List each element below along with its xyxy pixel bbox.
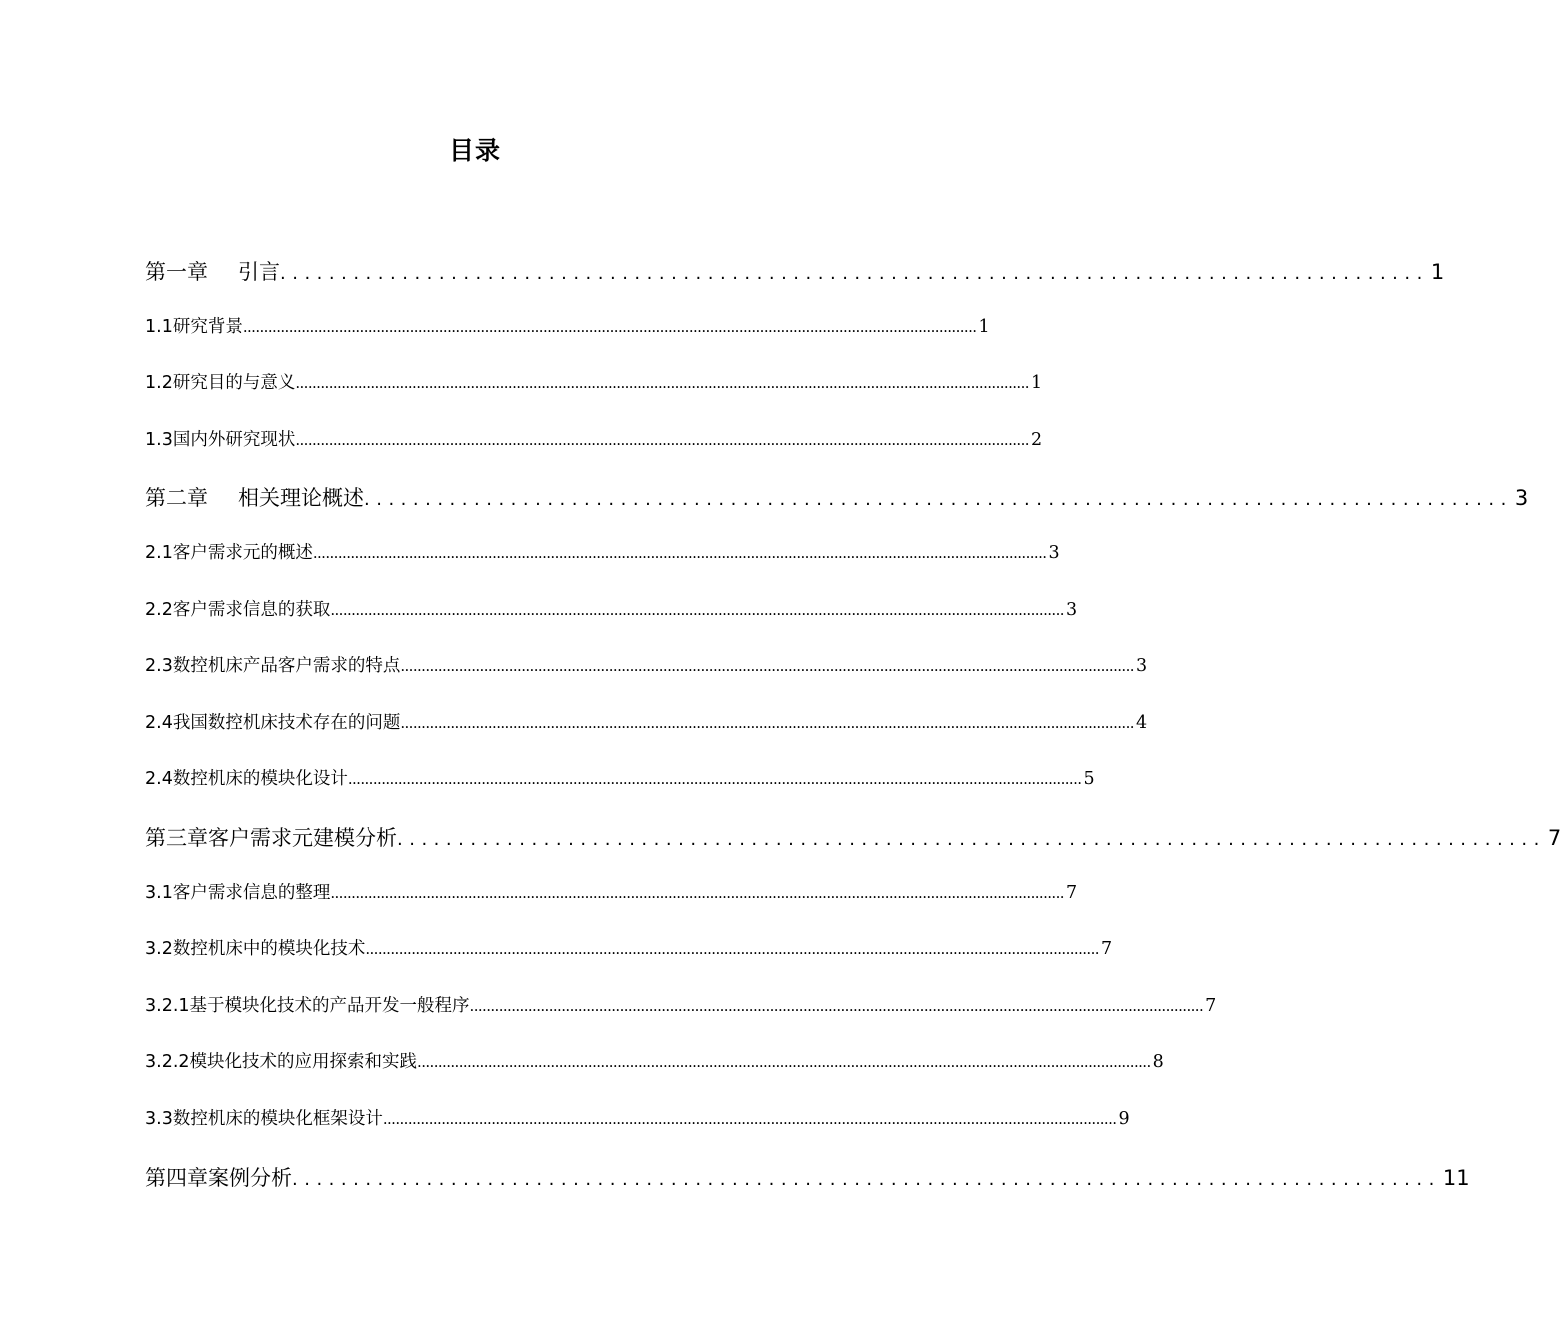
toc-leader-dots: ................................................................................................................................................................................ (400, 657, 1134, 676)
toc-entry-text: 2.2客户需求信息的获取 (145, 599, 331, 620)
toc-entry-text: 第三章客户需求元建模分析 (145, 825, 397, 850)
toc-leader-dots: ................................................................................................................................................................................ (469, 996, 1204, 1015)
toc-entry-section[interactable] (145, 976, 1217, 1033)
toc-entry-section[interactable] (145, 1032, 1164, 1089)
toc-page-number: 11 (1442, 1165, 1470, 1190)
toc-leader-dots: ................................................................................................................................................................................ (382, 1109, 1117, 1128)
toc-entry-section[interactable] (145, 353, 1043, 410)
toc-entry-chapter[interactable] (145, 240, 1445, 297)
toc-entry-text: 2.4数控机床的模块化设计 (145, 769, 348, 790)
toc-entry-text: 相关理论概述 (238, 486, 364, 511)
toc-entry-section[interactable] (145, 863, 1078, 920)
toc-leader-dots: ................................................................................................................................................................................ (365, 940, 1099, 959)
toc-entry-section[interactable] (145, 919, 1113, 976)
toc-leader-dots: ................................................................................................................................................................................ (242, 317, 977, 336)
toc-entry-text: 3.2.1基于模块化技术的产品开发一般程序 (145, 995, 470, 1016)
toc-entry-section[interactable] (145, 523, 1060, 580)
toc-entry-text: 3.1客户需求信息的整理 (145, 882, 331, 903)
toc-entry-text: 2.1客户需求元的概述 (145, 542, 313, 563)
toc-page-number: 2 (1030, 429, 1043, 450)
toc-entry-label (145, 240, 280, 286)
toc-leader-dots: .............................................................................................. (292, 1168, 1441, 1190)
toc-entry-chapter[interactable] (145, 806, 1561, 863)
toc-entry-chapter[interactable] (145, 1146, 1470, 1203)
toc-page-number: 7 (1065, 882, 1078, 903)
page-title: 目录 (448, 136, 501, 165)
toc-leader-dots: ................................................................................................................................................................................ (400, 713, 1134, 732)
toc-leader-dots: ................................................................................................................................................................................ (347, 770, 1082, 789)
toc-page-number: 8 (1152, 1052, 1164, 1073)
toc-page-number: 7 (1547, 825, 1561, 850)
toc-entry-section[interactable] (145, 297, 990, 354)
toc-leader-dots: ................................................................................................................................................................................ (295, 374, 1029, 393)
toc-entry-text: 1.1研究背景 (145, 316, 243, 337)
toc-entry-text: 1.2研究目的与意义 (145, 373, 296, 394)
toc-page-number: 7 (1100, 939, 1113, 960)
toc-entry-text: 第四章案例分析 (145, 1165, 292, 1190)
toc-leader-dots: .............................................................................................. (280, 263, 1429, 284)
toc-entry-text: 3.2.2模块化技术的应用探索和实践 (145, 1052, 418, 1073)
toc-entry-section[interactable] (145, 749, 1095, 806)
toc-chapter-number: 第二章 (145, 486, 208, 511)
toc-leader-dots: .............................................................................................. (364, 489, 1513, 511)
toc-entry-text: 3.3数控机床的模块化框架设计 (145, 1108, 383, 1129)
toc-leader-dots: ................................................................................................................................................................................ (312, 543, 1047, 562)
toc-entry-section[interactable] (145, 693, 1148, 750)
toc-entry-section[interactable] (145, 1089, 1130, 1146)
toc-page-number: 5 (1083, 769, 1095, 790)
toc-entry-text: 2.4我国数控机床技术存在的问题 (145, 712, 401, 733)
toc-entry-text: 引言 (238, 260, 280, 284)
toc-entry-section[interactable] (145, 580, 1078, 637)
toc-leader-dots: ................................................................................................................................................................................ (295, 430, 1029, 449)
toc-page-number: 9 (1118, 1108, 1130, 1129)
toc-entry-text: 3.2数控机床中的模块化技术 (145, 939, 366, 960)
toc-entry-section[interactable] (145, 636, 1148, 693)
toc-page-number: 3 (1135, 656, 1148, 677)
toc-page-number: 3 (1514, 486, 1529, 511)
toc-entry-label (145, 466, 364, 512)
toc-entry-text: 1.3国内外研究现状 (145, 429, 296, 450)
toc-page-number: 3 (1048, 542, 1060, 563)
toc-leader-dots: ................................................................................................................................................................................ (330, 883, 1064, 902)
toc-page-number: 1 (1430, 260, 1445, 284)
toc-page-number: 1 (1030, 373, 1043, 394)
toc-leader-dots: .............................................................................................. (397, 828, 1546, 850)
toc-leader-dots: ................................................................................................................................................................................ (417, 1053, 1151, 1072)
toc-page-number: 3 (1065, 599, 1078, 620)
toc-entry-text: 2.3数控机床产品客户需求的特点 (145, 656, 401, 677)
toc-entry-chapter[interactable] (145, 466, 1529, 523)
toc-entry-section[interactable] (145, 410, 1043, 467)
toc-chapter-number: 第一章 (145, 260, 208, 284)
toc-page-number: 7 (1205, 995, 1217, 1016)
toc-page-number: 1 (978, 316, 990, 337)
toc-leader-dots: ................................................................................................................................................................................ (330, 600, 1064, 619)
table-of-contents (145, 240, 1561, 1202)
toc-page-number: 4 (1135, 712, 1148, 733)
